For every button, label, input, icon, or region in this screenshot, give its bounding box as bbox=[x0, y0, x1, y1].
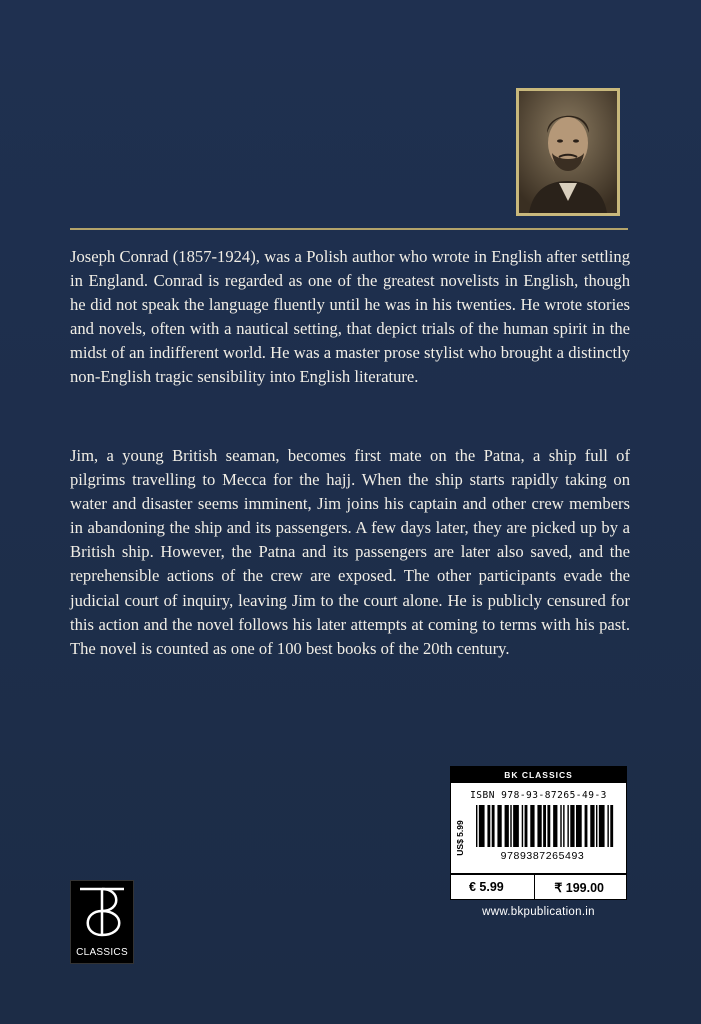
price-row bbox=[450, 874, 627, 900]
barcode-header: BK CLASSICS bbox=[451, 767, 626, 783]
barcode-bar bbox=[505, 805, 509, 847]
barcode-bar bbox=[522, 805, 523, 847]
barcode-bar bbox=[537, 805, 541, 847]
barcode-bar bbox=[543, 805, 546, 847]
barcode-bar bbox=[487, 805, 490, 847]
barcode-bar bbox=[590, 805, 594, 847]
barcode-bar bbox=[585, 805, 588, 847]
barcode-bar bbox=[610, 805, 613, 847]
price-inr: ₹ 199.00 bbox=[554, 881, 604, 895]
barcode-bar bbox=[599, 805, 605, 847]
barcode-bar bbox=[513, 805, 519, 847]
logo-label: CLASSICS bbox=[76, 947, 128, 958]
barcode-bar bbox=[563, 805, 564, 847]
barcode-bar bbox=[510, 805, 511, 847]
barcode-bar bbox=[479, 805, 485, 847]
barcode-bar bbox=[492, 805, 495, 847]
barcode-digits: 9789387265493 bbox=[500, 850, 585, 862]
barcode-bar bbox=[560, 805, 561, 847]
price-eur: € 5.99 bbox=[469, 880, 504, 894]
author-bio: Joseph Conrad (1857-1924), was a Polish author who wrote in English after settling in England. Conrad is regarded as one of the greatest novelists in English, though he did not speak the language fluently until he was in his twenties. He wrote stories and novels, often with a nautical setting, that depict trials of the human spirit in the midst of an indifferent world. He was a master prose stylist who brought a distinctly non-English tragic sensibility into English literature. bbox=[70, 247, 630, 387]
author-portrait bbox=[516, 88, 620, 216]
barcode-bar bbox=[607, 805, 608, 847]
barcode-panel bbox=[450, 766, 627, 874]
isbn-text: ISBN 978-93-87265-49-3 bbox=[470, 790, 607, 801]
barcode-bar bbox=[525, 805, 528, 847]
barcode-bar bbox=[553, 805, 557, 847]
barcode-bar bbox=[576, 805, 582, 847]
barcode-bar bbox=[570, 805, 574, 847]
barcode-bar bbox=[547, 805, 550, 847]
book-synopsis: Jim, a young British seaman, becomes first mate on the Patna, a ship full of pilgrims travelling to Mecca for the hajj. When the ship starts rapidly taking on water and disaster seems imminent, Jim joins his captain and other crew members in abandoning the ship and its passengers. A few days later, they are picked up by a British ship. However, the Patna and its passengers are later also saved, and the reprehensible actions of the crew are exposed. The other participants evade the judicial court of inquiry, leaving Jim to the court alone. He is publicly censured for this action and the novel follows his later attempts at coming to terms with his past. The novel is counted as one of 100 best books of the 20th century. bbox=[70, 446, 630, 658]
barcode-bar bbox=[497, 805, 501, 847]
bk-logo-icon bbox=[71, 881, 133, 945]
gold-divider bbox=[70, 228, 628, 230]
barcode-bar bbox=[530, 805, 534, 847]
barcode-bar bbox=[567, 805, 568, 847]
publisher-website: www.bkpublication.in bbox=[482, 906, 595, 918]
price-usd: US$ 5.99 bbox=[455, 820, 465, 856]
barcode bbox=[476, 805, 616, 847]
barcode-bar bbox=[596, 805, 597, 847]
author-portrait-image bbox=[519, 91, 617, 213]
barcode-bar bbox=[476, 805, 477, 847]
bk-classics-logo bbox=[70, 880, 134, 964]
